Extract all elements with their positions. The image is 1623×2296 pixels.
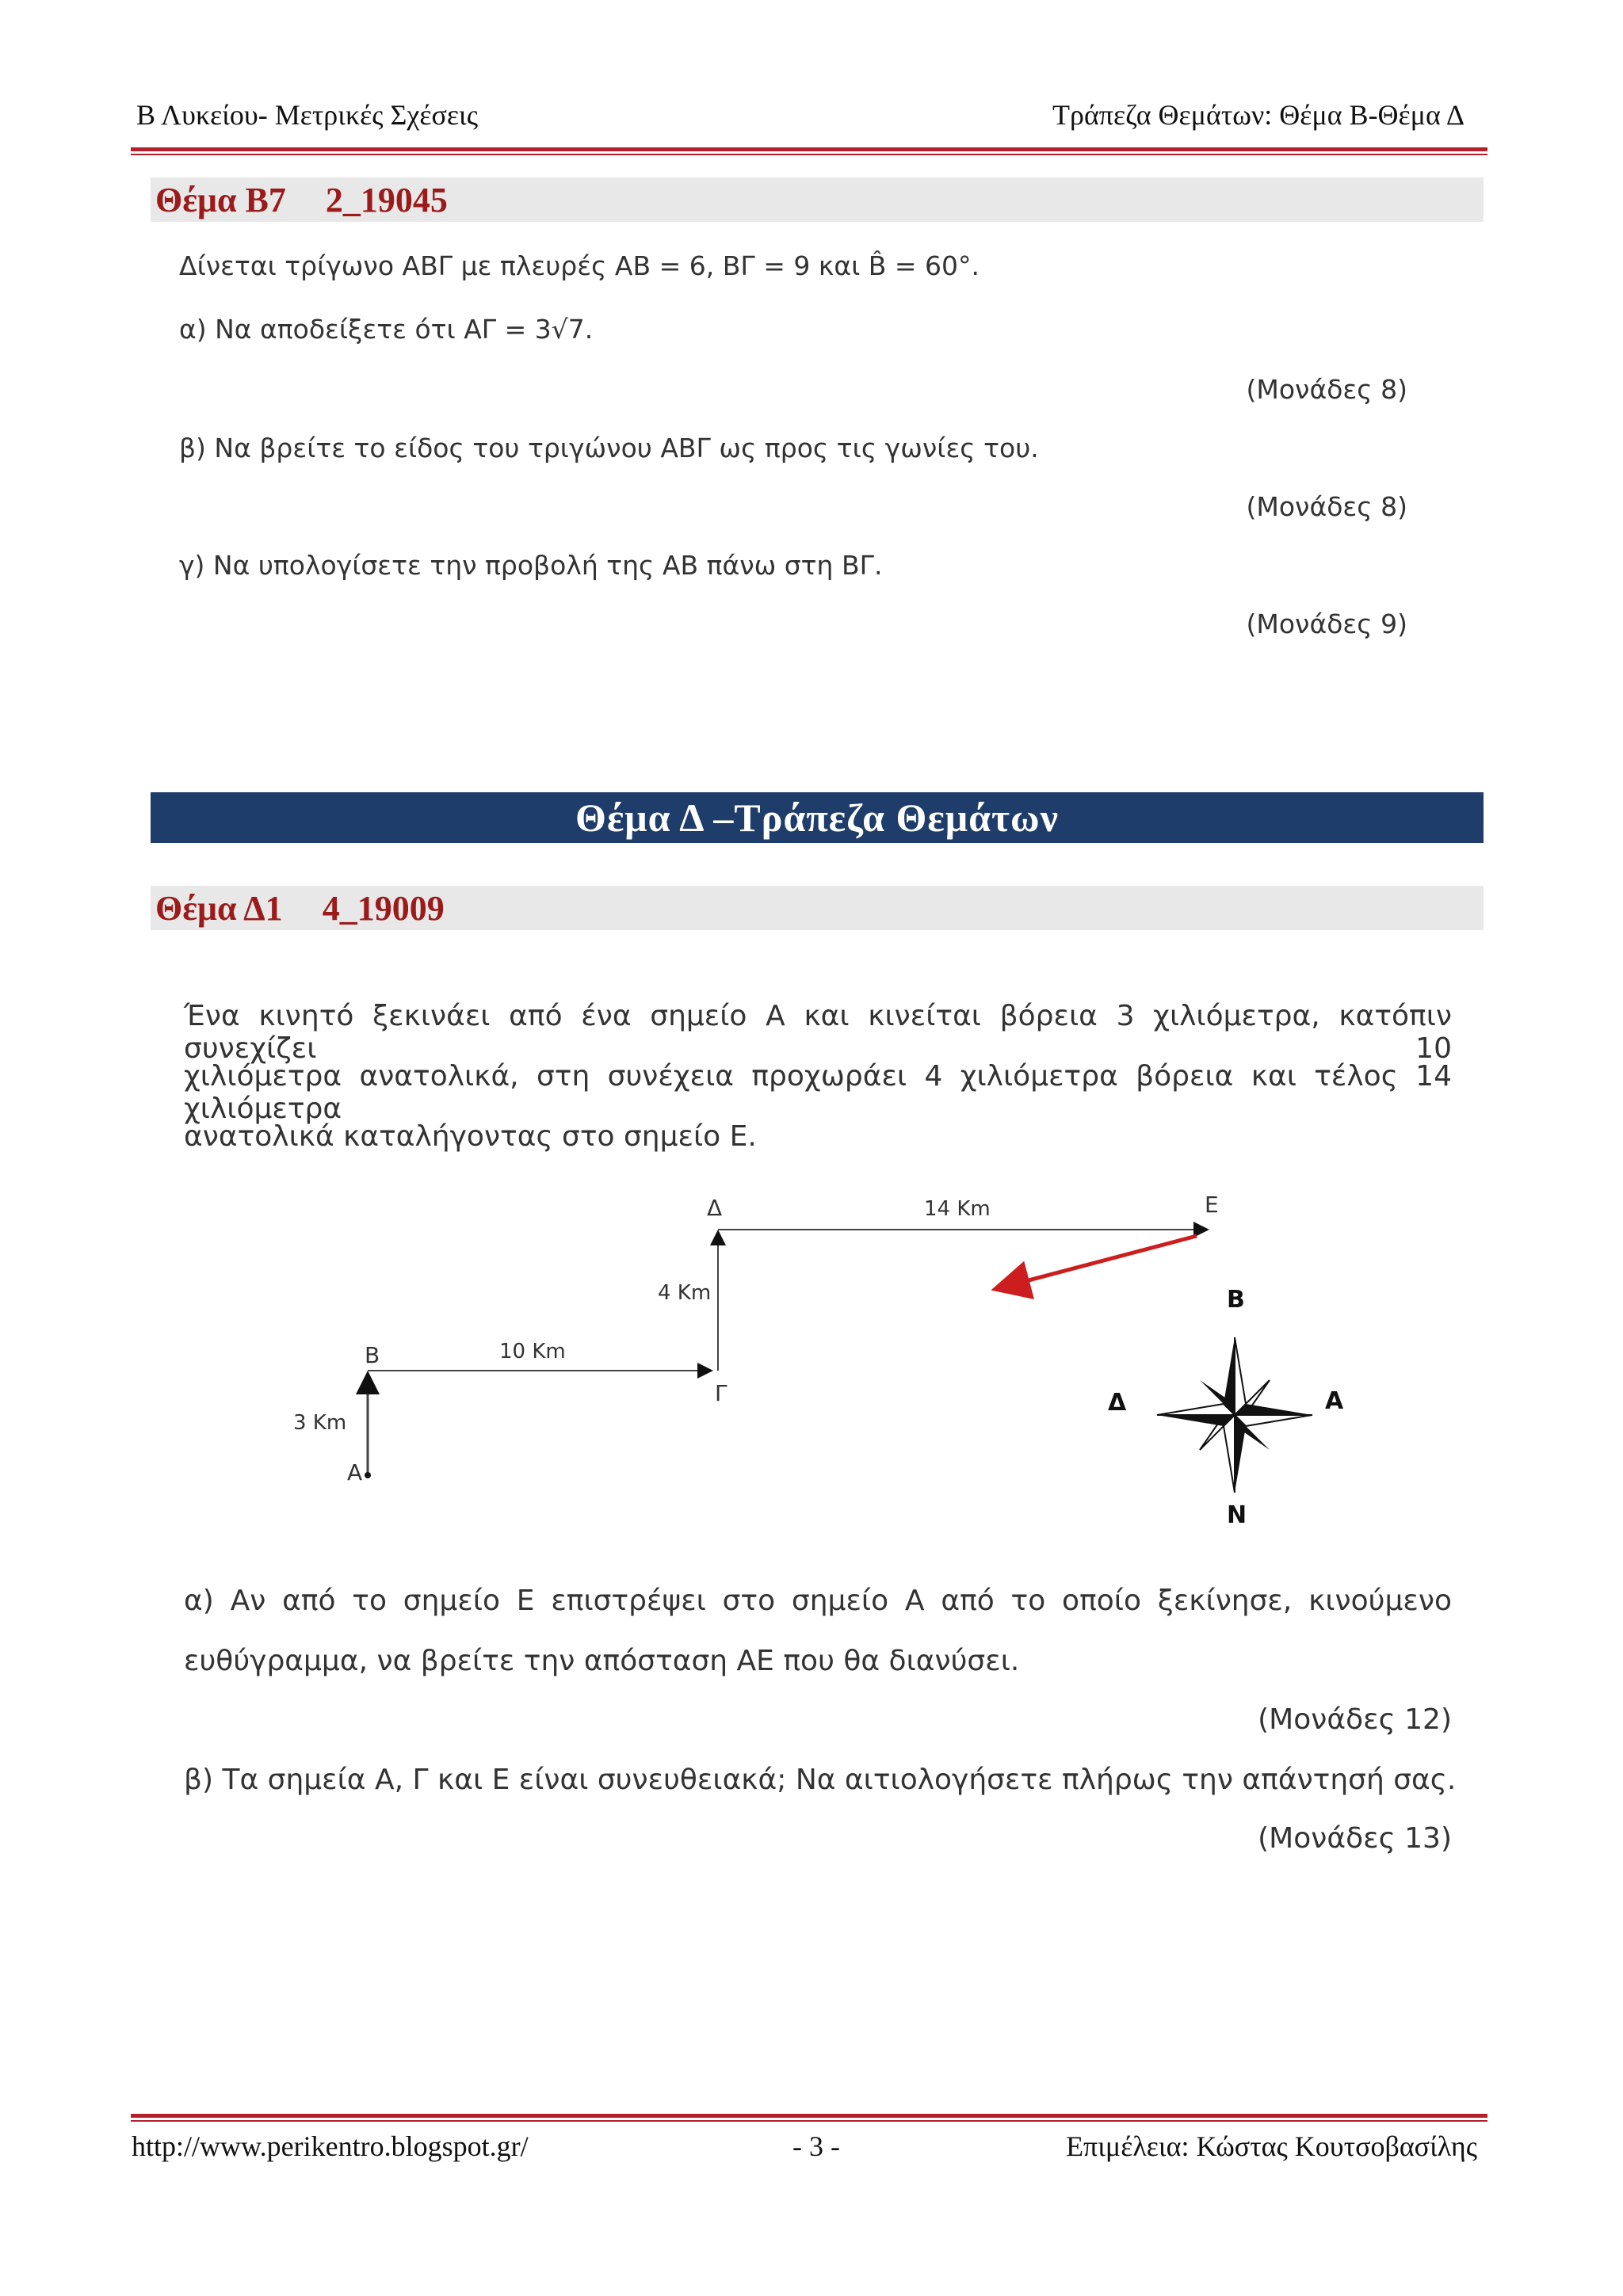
- section-banner: Θέμα Δ –Τράπεζα Θεμάτων: [151, 792, 1484, 843]
- return-arrow: [999, 1236, 1197, 1288]
- label-point-a: Α: [347, 1459, 363, 1486]
- label-seg-bg: 10 Km: [499, 1340, 566, 1363]
- b7-question-a: α) Να αποδείξετε ότι ΑΓ = 3√7.: [179, 314, 594, 345]
- label-point-d: Δ: [707, 1195, 723, 1221]
- compass-rose-icon: [1157, 1337, 1312, 1493]
- topic-b7-heading: [151, 177, 1484, 222]
- d1-points-a: (Μονάδες 12): [1258, 1703, 1452, 1736]
- topic-b7-code: 2_19045: [325, 180, 448, 219]
- header-rule: [131, 147, 1487, 151]
- b7-question-c: γ) Να υπολογίσετε την προβολή της ΑΒ πάνω στη ΒΓ.: [179, 550, 883, 581]
- d1-question-a-line1: α) Αν από το σημείο Ε επιστρέψει στο σημείο Α από το οποίο ξεκίνησε, κινούμενο: [184, 1585, 1452, 1617]
- topic-b7-label: Θέμα Β7: [155, 180, 286, 219]
- route-diagram: [269, 1180, 1411, 1545]
- d1-question-a-line2: ευθύγραμμα, να βρείτε την απόσταση ΑΕ που θα διανύσει.: [184, 1645, 1020, 1677]
- point-a-dot: [365, 1472, 371, 1478]
- header-left: Β Λυκείου- Μετρικές Σχέσεις: [136, 99, 478, 131]
- d1-text-line1: Ένα κινητό ξεκινάει από ένα σημείο Α και κινείται βόρεια 3 χιλιόμετρα, κατόπιν συνεχίζει 10: [184, 1000, 1452, 1065]
- compass-south-label: Ν: [1227, 1501, 1247, 1529]
- header-right: Τράπεζα Θεμάτων: Θέμα Β-Θέμα Δ: [1052, 99, 1465, 131]
- header-rule-thin: [131, 154, 1487, 155]
- b7-points-c: (Μονάδες 9): [1246, 608, 1407, 639]
- compass-north-label: Β: [1227, 1286, 1245, 1314]
- d1-text-line3: ανατολικά καταλήγοντας στο σημείο Ε.: [184, 1120, 757, 1153]
- label-point-e: Ε: [1205, 1192, 1219, 1218]
- compass-west-label: Δ: [1108, 1389, 1127, 1417]
- footer-url: http://www.perikentro.blogspot.gr/: [132, 2130, 529, 2162]
- label-seg-gd: 4 Km: [658, 1281, 712, 1305]
- compass-east-label: Α: [1325, 1387, 1344, 1415]
- b7-points-a: (Μονάδες 8): [1246, 374, 1407, 405]
- label-seg-de: 14 Km: [924, 1197, 991, 1221]
- b7-question-b: β) Να βρείτε το είδος του τριγώνου ΑΒΓ ως προς τις γωνίες του.: [179, 433, 1039, 463]
- d1-text-line2: χιλιόμετρα ανατολικά, στη συνέχεια προχωράει 4 χιλιόμετρα βόρεια και τέλος 14 χιλιόμετρα: [184, 1060, 1452, 1125]
- topic-d1-heading: [151, 886, 1484, 930]
- footer-page-number: - 3 -: [792, 2130, 840, 2162]
- label-point-g: Γ: [715, 1380, 727, 1406]
- footer-rule-thin: [131, 2120, 1487, 2122]
- d1-points-b: (Μονάδες 13): [1258, 1822, 1452, 1855]
- footer-author: Επιμέλεια: Κώστας Κουτσοβασίλης: [1066, 2130, 1477, 2162]
- topic-d1-code: 4_19009: [322, 888, 445, 928]
- topic-d1-label: Θέμα Δ1: [155, 888, 283, 928]
- b7-intro: Δίνεται τρίγωνο ΑΒΓ με πλευρές ΑΒ = 6, ΒΓ = 9 και B̂ = 60°.: [179, 250, 980, 281]
- label-point-b: Β: [365, 1342, 380, 1368]
- b7-points-b: (Μονάδες 8): [1246, 491, 1407, 522]
- d1-question-b: β) Τα σημεία Α, Γ και Ε είναι συνευθειακά; Να αιτιολογήσετε πλήρως την απάντησή σας.: [184, 1764, 1457, 1796]
- footer-rule: [131, 2114, 1487, 2118]
- label-seg-ab: 3 Km: [293, 1411, 347, 1435]
